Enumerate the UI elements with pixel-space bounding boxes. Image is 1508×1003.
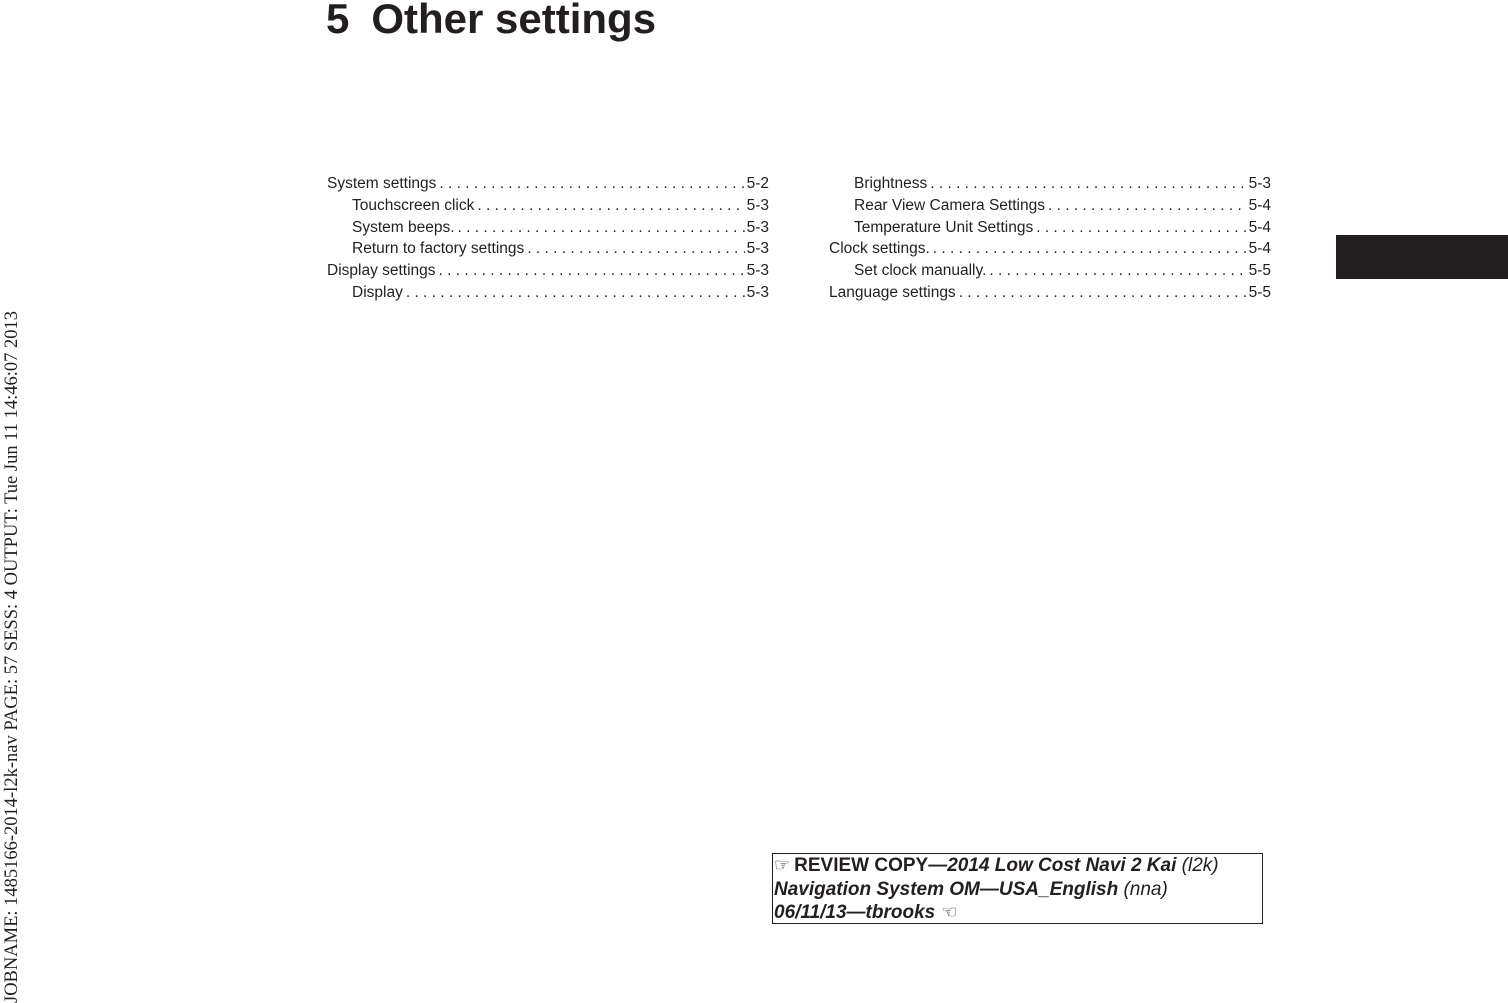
toc-leader-dots xyxy=(439,260,745,282)
chapter-number: 5 xyxy=(326,0,350,42)
toc-leader-dots xyxy=(406,282,745,304)
toc-entry-page: 5-5 xyxy=(1248,283,1271,301)
toc-entry-label: Rear View Camera Settings xyxy=(854,196,1045,214)
toc-entry[interactable] xyxy=(327,217,769,239)
toc-leader-dots xyxy=(930,173,1246,195)
toc-entry-page: 5-4 xyxy=(1248,218,1271,236)
review-line-1 xyxy=(774,854,1262,878)
toc-entry[interactable] xyxy=(327,238,769,260)
toc-entry-page: 5-3 xyxy=(746,240,769,258)
review-copy-stamp xyxy=(772,853,1263,924)
toc-entry[interactable] xyxy=(829,173,1271,195)
pointing-hand-left-icon: ☜ xyxy=(941,902,958,922)
toc-entry[interactable] xyxy=(829,217,1271,239)
review-document: Navigation System OM—USA_English xyxy=(774,878,1119,900)
toc-entry-label: System settings xyxy=(327,175,437,192)
review-product-code: (l2k) xyxy=(1176,855,1219,876)
toc-entry-label: Display settings xyxy=(327,262,436,280)
toc-entry-label: System beeps. xyxy=(352,218,455,236)
toc-entry[interactable] xyxy=(327,260,769,282)
review-document-code: (nna) xyxy=(1118,878,1168,900)
toc-entry-label: Return to factory settings xyxy=(352,240,525,258)
toc-entry-page: 5-3 xyxy=(1248,175,1271,192)
toc-entry[interactable] xyxy=(327,173,769,195)
toc-left-column xyxy=(327,173,769,304)
pointing-hand-right-icon: ☞ xyxy=(774,855,791,875)
toc-leader-dots xyxy=(458,217,745,239)
toc-entry[interactable] xyxy=(327,195,769,217)
review-line-3 xyxy=(774,901,1262,925)
toc-entry-label: Touchscreen click xyxy=(352,196,475,214)
toc-entry-label: Brightness xyxy=(854,175,928,192)
toc-entry-label: Language settings xyxy=(829,283,956,301)
chapter-title-text: Other settings xyxy=(371,0,657,42)
toc-leader-dots xyxy=(439,173,744,195)
toc-leader-dots xyxy=(1048,195,1247,217)
job-metadata: JOBNAME: 1485166-2014-l2k-nav PAGE: 57 SESS: 4 OUTPUT: Tue Jun 11 14:46:07 2013 xyxy=(2,310,22,1003)
toc-leader-dots xyxy=(933,238,1247,260)
review-label: REVIEW COPY— xyxy=(794,855,948,876)
toc-entry-label: Clock settings. xyxy=(829,240,930,258)
toc-entry-page: 5-3 xyxy=(746,283,769,301)
toc-leader-dots xyxy=(989,260,1246,282)
toc-entry[interactable] xyxy=(829,195,1271,217)
review-date-author: 06/11/13—tbrooks xyxy=(774,902,936,923)
toc-entry[interactable] xyxy=(829,238,1271,260)
toc-entry-label: Set clock manually. xyxy=(854,262,987,280)
toc-leader-dots xyxy=(477,195,744,217)
chapter-title xyxy=(326,0,656,44)
toc-entry-page: 5-5 xyxy=(1248,262,1271,280)
toc-entry-label: Display xyxy=(352,283,403,301)
review-line-2 xyxy=(774,878,1262,902)
toc-entry-label: Temperature Unit Settings xyxy=(854,218,1034,236)
toc-entry-page: 5-3 xyxy=(746,218,769,236)
toc-entry[interactable] xyxy=(829,260,1271,282)
chapter-edge-tab xyxy=(1336,235,1508,279)
toc-entry[interactable] xyxy=(327,282,769,304)
toc-leader-dots xyxy=(959,282,1247,304)
toc-entry-page: 5-4 xyxy=(1248,196,1271,214)
toc-entry-page: 5-4 xyxy=(1248,240,1271,258)
toc-entry[interactable] xyxy=(829,282,1271,304)
toc-entry-page: 5-3 xyxy=(746,262,769,280)
review-product: 2014 Low Cost Navi 2 Kai xyxy=(947,855,1177,876)
toc-leader-dots xyxy=(527,238,744,260)
toc-entry-page: 5-3 xyxy=(746,196,769,214)
toc-leader-dots xyxy=(1036,217,1246,239)
toc-right-column xyxy=(829,173,1271,304)
toc-entry-page: 5-2 xyxy=(746,175,769,192)
